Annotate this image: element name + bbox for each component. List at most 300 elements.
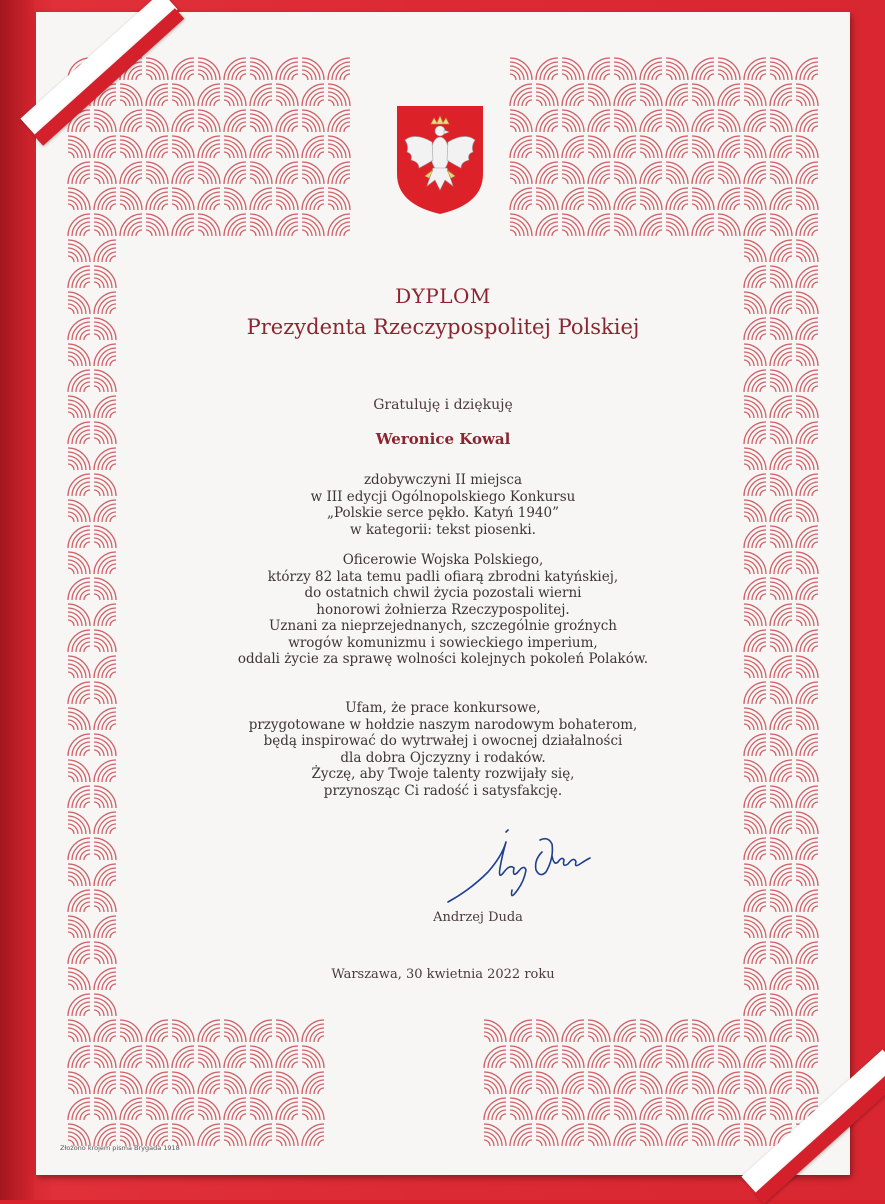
wishes-paragraph [36,700,850,799]
pattern-arc-cell [250,188,272,210]
pattern-arc-cell [770,110,792,132]
text-line: Uznani za nieprzejednanych, szczególnie groźnych [269,618,617,634]
pattern-arc-cell [562,110,584,132]
pattern-arc-cell [120,1046,142,1068]
pattern-arc-cell [614,162,636,184]
pattern-arc-cell [146,1046,168,1068]
folder-edge [0,0,34,1200]
pattern-arc-cell [328,162,350,184]
pattern-arc-cell [198,1020,220,1042]
pattern-arc-cell [510,136,532,158]
pattern-arc-cell [94,240,116,262]
pattern-arc-cell [744,344,766,366]
pattern-arc-cell [68,838,90,860]
pattern-arc-cell [770,136,792,158]
text-line: w kategorii: tekst piosenki. [350,521,536,538]
pattern-arc-cell [588,1046,610,1068]
pattern-arc-cell [718,110,740,132]
pattern-arc-cell [328,110,350,132]
pattern-arc-cell [536,1020,558,1042]
pattern-arc-cell [666,1124,688,1146]
pattern-arc-cell [94,214,116,236]
pattern-arc-cell [328,214,350,236]
typeface-note: Złożono krojem pisma Brygada 1918 [60,1144,180,1152]
pattern-arc-cell [68,214,90,236]
pattern-arc-cell [770,864,792,886]
text-line: którzy 82 lata temu padli ofiarą zbrodni katyńskiej, [267,568,619,585]
pattern-arc-cell [640,162,662,184]
pattern-arc-cell [666,136,688,158]
text-line: w III edycji Ogólnopolskiego Konkursu [310,488,576,505]
text-line: przynosząc Ci radość i satysfakcję. [323,782,563,799]
pattern-arc-cell [250,58,272,80]
pattern-arc-cell [796,110,818,132]
pattern-arc-cell [146,1124,168,1146]
pattern-arc-cell [94,136,116,158]
pattern-arc-cell [120,84,142,106]
pattern-arc-cell [302,1124,324,1146]
pattern-arc-cell [198,214,220,236]
pattern-arc-cell [614,1124,636,1146]
pattern-arc-cell [250,110,272,132]
pattern-arc-cell [718,136,740,158]
pattern-arc-cell [770,84,792,106]
pattern-arc-cell [588,110,610,132]
pattern-arc-cell [94,1098,116,1120]
pattern-arc-cell [770,1072,792,1094]
pattern-arc-cell [562,1072,584,1094]
pattern-arc-cell [328,188,350,210]
pattern-arc-cell [276,136,298,158]
pattern-arc-cell [224,1098,246,1120]
pattern-arc-cell [796,448,818,470]
pattern-arc-cell [276,214,298,236]
pattern-arc-cell [120,162,142,184]
pattern-arc-cell [692,58,714,80]
pattern-arc-cell [224,214,246,236]
pattern-arc-cell [172,1124,194,1146]
pattern-arc-cell [146,1072,168,1094]
pattern-arc-cell [666,1046,688,1068]
diploma-title: DYPLOM [395,284,491,308]
pattern-arc-cell [588,136,610,158]
pattern-arc-cell [588,58,610,80]
pattern-arc-cell [588,1124,610,1146]
pattern-arc-cell [328,58,350,80]
pattern-arc-cell [172,1046,194,1068]
pattern-arc-cell [744,448,766,470]
pattern-arc-cell [276,1020,298,1042]
pattern-arc-cell [588,188,610,210]
pattern-arc-cell [770,942,792,964]
text-line: będą inspirować do wytrwałej i owocnej działalności [263,733,623,749]
pattern-arc-cell [510,162,532,184]
pattern-arc-cell [796,188,818,210]
pattern-arc-cell [770,1046,792,1068]
pattern-arc-cell [562,1020,584,1042]
pattern-arc-cell [146,162,168,184]
pattern-arc-cell [146,84,168,106]
pattern-arc-cell [276,84,298,106]
pattern-arc-cell [146,110,168,132]
pattern-arc-cell [744,84,766,106]
pattern-arc-cell [744,370,766,392]
pattern-arc-cell [198,162,220,184]
pattern-arc-cell [198,1046,220,1068]
pattern-arc-cell [718,1124,740,1146]
pattern-arc-cell [562,1046,584,1068]
pattern-arc-cell [120,1072,142,1094]
pattern-arc-cell [224,58,246,80]
pattern-arc-cell [94,812,116,834]
pattern-arc-cell [510,188,532,210]
pattern-arc-cell [536,110,558,132]
pattern-arc-cell [588,214,610,236]
pattern-arc-cell [692,188,714,210]
pattern-arc-cell [198,58,220,80]
pattern-arc-cell [744,136,766,158]
pattern-arc-cell [770,188,792,210]
pattern-arc-cell [770,1020,792,1042]
pattern-arc-cell [796,838,818,860]
pattern-arc-cell [692,1124,714,1146]
pattern-arc-cell [94,344,116,366]
pattern-arc-cell [198,1098,220,1120]
pattern-arc-cell [718,84,740,106]
pattern-arc-cell [614,110,636,132]
pattern-arc-cell [770,162,792,184]
pattern-arc-cell [198,188,220,210]
pattern-arc-cell [770,1098,792,1120]
pattern-arc-cell [666,1072,688,1094]
pattern-arc-cell [744,58,766,80]
pattern-arc-cell [666,110,688,132]
pattern-arc-cell [536,136,558,158]
pattern-arc-cell [744,162,766,184]
pattern-arc-cell [640,1098,662,1120]
pattern-arc-cell [94,864,116,886]
pattern-arc-cell [250,1046,272,1068]
pattern-arc-cell [536,1046,558,1068]
pattern-arc-cell [770,58,792,80]
pattern-arc-cell [666,58,688,80]
pattern-arc-cell [692,214,714,236]
pattern-arc-cell [68,1124,90,1146]
pattern-arc-cell [94,1072,116,1094]
pattern-arc-cell [146,1098,168,1120]
pattern-arc-cell [510,1020,532,1042]
pattern-arc-cell [250,1020,272,1042]
pattern-arc-cell [302,58,324,80]
pattern-arc-cell [562,162,584,184]
pattern-arc-cell [120,214,142,236]
pattern-arc-cell [614,1098,636,1120]
pattern-arc-cell [744,838,766,860]
pattern-arc-cell [198,110,220,132]
pattern-arc-cell [484,1098,506,1120]
text-line: Oficerowie Wojska Polskiego, [342,552,544,568]
pattern-arc-cell [68,942,90,964]
pattern-arc-cell [796,214,818,236]
pattern-arc-cell [744,864,766,886]
pattern-arc-cell [172,110,194,132]
pattern-arc-cell [172,58,194,80]
pattern-arc-cell [718,188,740,210]
pattern-arc-cell [484,1020,506,1042]
pattern-arc-cell [796,136,818,158]
pattern-arc-cell [796,84,818,106]
pattern-arc-cell [68,1098,90,1120]
pattern-arc-cell [640,136,662,158]
pattern-arc-cell [172,84,194,106]
pattern-arc-cell [562,188,584,210]
pattern-arc-cell [744,1098,766,1120]
pattern-arc-cell [94,370,116,392]
pattern-arc-cell [796,1020,818,1042]
award-paragraph [36,472,850,538]
pattern-arc-cell [744,890,766,912]
pattern-arc-cell [666,188,688,210]
pattern-arc-cell [94,1124,116,1146]
pattern-arc-cell [250,136,272,158]
pattern-arc-cell [692,84,714,106]
pattern-arc-cell [68,994,90,1016]
pattern-arc-cell [68,1020,90,1042]
pattern-arc-cell [536,188,558,210]
pattern-arc-cell [718,1046,740,1068]
pattern-arc-cell [640,110,662,132]
pattern-arc-cell [588,162,610,184]
pattern-arc-cell [146,136,168,158]
pattern-arc-cell [744,1072,766,1094]
pattern-arc-cell [744,942,766,964]
pattern-arc-cell [536,58,558,80]
pattern-arc-cell [68,344,90,366]
pattern-arc-cell [94,942,116,964]
pattern-arc-cell [328,136,350,158]
text-line: Życzę, aby Twoje talenty rozwijały się, [311,766,575,782]
pattern-arc-cell [224,136,246,158]
pattern-arc-cell [640,1020,662,1042]
pattern-arc-cell [770,370,792,392]
pattern-arc-cell [536,214,558,236]
pattern-arc-cell [94,838,116,860]
pattern-arc-cell [68,812,90,834]
pattern-arc-cell [250,1098,272,1120]
pattern-arc-cell [94,110,116,132]
pattern-arc-cell [172,162,194,184]
pattern-arc-cell [302,136,324,158]
pattern-arc-cell [640,214,662,236]
pattern-arc-cell [588,1098,610,1120]
pattern-arc-cell [302,1046,324,1068]
pattern-arc-cell [562,214,584,236]
pattern-arc-cell [276,188,298,210]
text-line: do ostatnich chwil życia pozostali wierni [304,585,582,601]
pattern-arc-cell [302,1020,324,1042]
pattern-arc-cell [250,214,272,236]
pattern-arc-cell [224,1046,246,1068]
pattern-arc-cell [744,214,766,236]
pattern-arc-cell [640,1072,662,1094]
polish-eagle-emblem-icon [395,104,485,216]
pattern-arc-cell [276,1124,298,1146]
pattern-arc-cell [224,1072,246,1094]
pattern-arc-cell [484,1124,506,1146]
pattern-arc-cell [68,864,90,886]
diploma-subtitle: Prezydenta Rzeczypospolitej Polskiej [246,315,640,339]
pattern-arc-cell [198,1124,220,1146]
pattern-arc-cell [328,84,350,106]
pattern-arc-cell [510,1072,532,1094]
pattern-arc-cell [68,162,90,184]
pattern-arc-cell [94,188,116,210]
pattern-arc-cell [744,1124,766,1146]
pattern-arc-cell [536,1124,558,1146]
pattern-arc-cell [94,890,116,912]
text-line: przygotowane w hołdzie naszym narodowym bohaterom, [248,716,638,733]
pattern-arc-cell [484,1046,506,1068]
pattern-arc-cell [68,1046,90,1068]
pattern-arc-cell [510,84,532,106]
pattern-arc-cell [120,110,142,132]
pattern-arc-cell [744,994,766,1016]
pattern-arc-cell [588,1072,610,1094]
pattern-arc-cell [718,214,740,236]
pattern-arc-cell [68,240,90,262]
pattern-arc-cell [614,1020,636,1042]
pattern-arc-cell [796,890,818,912]
pattern-arc-cell [796,58,818,80]
pattern-arc-cell [796,994,818,1016]
pattern-arc-cell [588,84,610,106]
pattern-arc-cell [614,58,636,80]
pattern-arc-cell [224,84,246,106]
pattern-arc-cell [302,84,324,106]
text-line: dla dobra Ojczyzny i rodaków. [340,749,546,766]
pattern-arc-cell [94,1046,116,1068]
text-line: honorowi żołnierza Rzeczypospolitej. [316,601,570,618]
pattern-arc-cell [796,344,818,366]
pattern-arc-cell [770,344,792,366]
pattern-arc-cell [172,188,194,210]
pattern-arc-cell [692,1046,714,1068]
pattern-arc-cell [640,1046,662,1068]
pattern-arc-cell [120,1098,142,1120]
pattern-arc-cell [692,1098,714,1120]
pattern-arc-cell [718,1072,740,1094]
text-line: „Polskie serce pękło. Katyń 1940” [327,505,559,521]
signer-name: Andrzej Duda [433,910,523,925]
pattern-arc-cell [640,84,662,106]
pattern-arc-cell [536,1098,558,1120]
pattern-arc-cell [484,1072,506,1094]
pattern-arc-cell [796,240,818,262]
pattern-arc-cell [744,1020,766,1042]
pattern-arc-cell [172,1020,194,1042]
pattern-arc-cell [224,110,246,132]
pattern-arc-cell [614,136,636,158]
pattern-arc-cell [718,1098,740,1120]
handwritten-signature-icon [440,820,610,915]
pattern-arc-cell [562,136,584,158]
pattern-arc-cell [536,84,558,106]
pattern-arc-cell [744,188,766,210]
pattern-arc-cell [120,1124,142,1146]
pattern-arc-cell [770,890,792,912]
pattern-arc-cell [224,1020,246,1042]
pattern-arc-cell [94,994,116,1016]
pattern-arc-cell [796,1046,818,1068]
pattern-arc-cell [198,1072,220,1094]
pattern-arc-cell [796,812,818,834]
text-line: zdobywczyni II miejsca [363,472,523,488]
pattern-arc-cell [640,1124,662,1146]
pattern-arc-cell [302,1072,324,1094]
pattern-arc-cell [146,58,168,80]
pattern-arc-cell [510,110,532,132]
pattern-arc-cell [146,188,168,210]
pattern-arc-cell [146,214,168,236]
pattern-arc-cell [692,1020,714,1042]
pattern-arc-cell [744,812,766,834]
pattern-arc-cell [666,1020,688,1042]
pattern-arc-cell [68,370,90,392]
pattern-arc-cell [302,162,324,184]
diploma-sheet [36,12,850,1175]
pattern-arc-cell [692,110,714,132]
pattern-arc-cell [172,136,194,158]
pattern-arc-cell [692,1072,714,1094]
place-and-date: Warszawa, 30 kwietnia 2022 roku [331,967,555,982]
pattern-arc-cell [198,136,220,158]
pattern-arc-cell [796,370,818,392]
pattern-arc-cell [744,110,766,132]
pattern-arc-cell [666,214,688,236]
text-line: wrogów komunizmu i sowieckiego imperium, [288,634,598,651]
pattern-arc-cell [68,890,90,912]
pattern-arc-cell [146,1020,168,1042]
pattern-arc-cell [770,240,792,262]
pattern-arc-cell [276,162,298,184]
pattern-arc-cell [94,448,116,470]
pattern-arc-cell [666,1098,688,1120]
pattern-arc-cell [276,110,298,132]
recipient-name: Weronice Kowal [375,430,511,448]
pattern-arc-cell [510,58,532,80]
pattern-arc-cell [796,162,818,184]
pattern-arc-cell [614,214,636,236]
pattern-arc-cell [94,162,116,184]
pattern-arc-cell [198,84,220,106]
pattern-arc-cell [250,1072,272,1094]
pattern-arc-cell [744,240,766,262]
text-line: Ufam, że prace konkursowe, [345,700,541,716]
pattern-arc-cell [68,188,90,210]
pattern-arc-cell [614,84,636,106]
pattern-arc-cell [302,188,324,210]
pattern-arc-cell [224,162,246,184]
pattern-arc-cell [510,1124,532,1146]
pattern-arc-cell [718,58,740,80]
pattern-arc-cell [770,214,792,236]
pattern-arc-cell [276,1072,298,1094]
pattern-arc-cell [666,162,688,184]
pattern-arc-cell [562,1098,584,1120]
pattern-arc-cell [510,1098,532,1120]
pattern-arc-cell [68,448,90,470]
pattern-arc-cell [718,1020,740,1042]
